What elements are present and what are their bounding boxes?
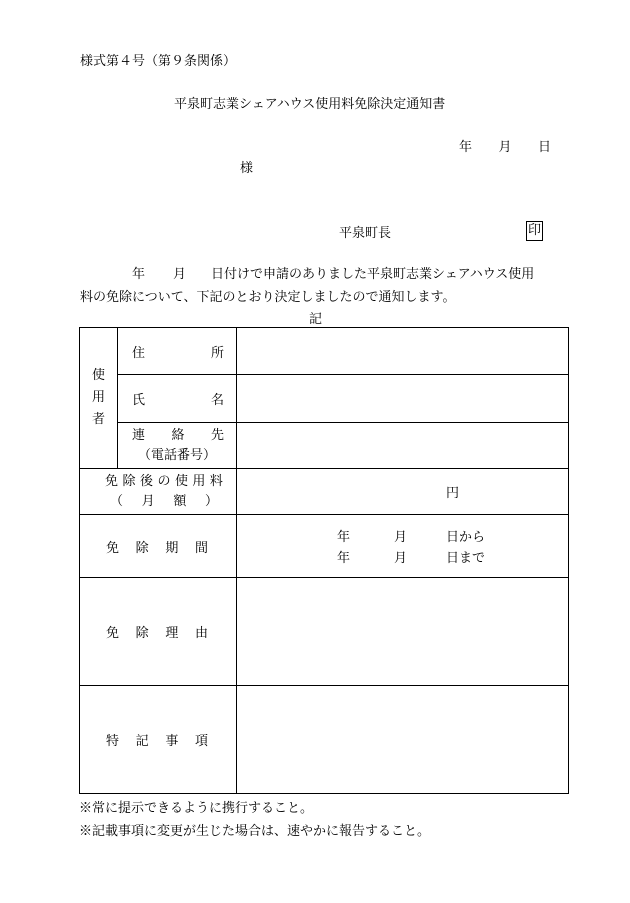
name-label	[118, 375, 237, 423]
date-month: 月	[498, 140, 512, 155]
contact-label	[118, 423, 237, 469]
period-char: 間	[194, 540, 208, 556]
details-table	[79, 327, 569, 794]
period-char: 期	[165, 540, 179, 556]
table-row-address	[80, 328, 569, 375]
date-year: 年	[459, 140, 473, 155]
fee-sub-char: （	[110, 493, 124, 509]
fee-char: 後	[139, 473, 153, 489]
issuer-name: 平泉町長	[339, 226, 392, 241]
fee-char: 使	[174, 473, 188, 489]
fee-char: の	[157, 473, 171, 489]
period-from-day: 日から	[446, 530, 486, 545]
fee-sub-char: 月	[141, 493, 155, 509]
reason-char: 由	[194, 626, 208, 641]
footer-note-1: ※常に提示できるように携行すること。	[79, 801, 314, 816]
fee-char: 免	[105, 473, 119, 489]
table-row-contact	[80, 423, 569, 469]
reason-value[interactable]	[237, 578, 569, 686]
body-line-1: 日付けで申請のありました平泉町志業シェアハウス使用	[211, 267, 535, 282]
body-line-2: 料の免除について、下記のとおり決定しましたので通知します。	[80, 290, 456, 305]
user-group-label	[80, 328, 118, 469]
fee-unit: 円	[446, 486, 460, 501]
footer-note-2: ※記載事項に変更が生じた場合は、速やかに報告すること。	[79, 824, 431, 839]
user-char: 者	[91, 412, 105, 427]
document-title: 平泉町志業シェアハウス使用料免除決定通知書	[174, 97, 446, 112]
period-from-month: 月	[394, 530, 408, 545]
notes-char: 項	[194, 734, 208, 749]
contact-sub-label: （電話番号）	[137, 447, 216, 463]
contact-char: 連	[132, 427, 146, 443]
reason-char: 除	[135, 626, 149, 641]
contact-char: 先	[210, 427, 224, 443]
user-char: 用	[91, 390, 105, 405]
address-label	[118, 328, 237, 375]
period-to-year: 年	[337, 551, 351, 566]
period-char: 免	[106, 540, 120, 556]
period-label	[80, 515, 237, 578]
ki-heading: 記	[309, 312, 323, 327]
address-value[interactable]	[237, 328, 569, 375]
contact-char: 絡	[171, 427, 185, 443]
fee-char: 料	[209, 473, 223, 489]
fee-char: 除	[122, 473, 136, 489]
table-row-fee	[80, 469, 569, 515]
fee-char: 用	[192, 473, 206, 489]
fee-value[interactable]	[237, 469, 569, 515]
body-date-month: 月	[173, 267, 187, 282]
seal-mark: 印	[526, 221, 543, 241]
notes-char: 記	[135, 734, 149, 749]
name-value[interactable]	[237, 375, 569, 423]
table-row-name	[80, 375, 569, 423]
notes-value[interactable]	[237, 686, 569, 794]
period-to-day: 日まで	[446, 551, 486, 566]
fee-label	[80, 469, 237, 515]
name-char: 氏	[132, 393, 146, 408]
contact-value[interactable]	[237, 423, 569, 469]
body-date-year: 年	[132, 267, 146, 282]
table-row-reason	[80, 578, 569, 686]
user-char: 使	[91, 368, 105, 383]
period-char: 除	[135, 540, 149, 556]
reason-char: 理	[165, 626, 179, 641]
period-to-month: 月	[394, 551, 408, 566]
address-char: 所	[210, 345, 224, 361]
table-row-notes	[80, 686, 569, 794]
notes-label	[80, 686, 237, 794]
form-number: 様式第４号（第９条関係）	[80, 54, 237, 69]
recipient-suffix: 様	[240, 161, 254, 176]
date-day: 日	[537, 140, 551, 155]
period-from-year: 年	[337, 530, 351, 545]
table-row-period	[80, 515, 569, 578]
notes-char: 事	[165, 734, 179, 749]
reason-label	[80, 578, 237, 686]
issue-date	[459, 136, 551, 155]
period-value[interactable]	[237, 515, 569, 578]
address-char: 住	[132, 345, 146, 361]
name-char: 名	[210, 393, 224, 408]
fee-sub-char: 額	[173, 493, 187, 509]
fee-sub-char: ）	[204, 493, 218, 509]
notes-char: 特	[106, 734, 120, 749]
reason-char: 免	[106, 626, 120, 641]
